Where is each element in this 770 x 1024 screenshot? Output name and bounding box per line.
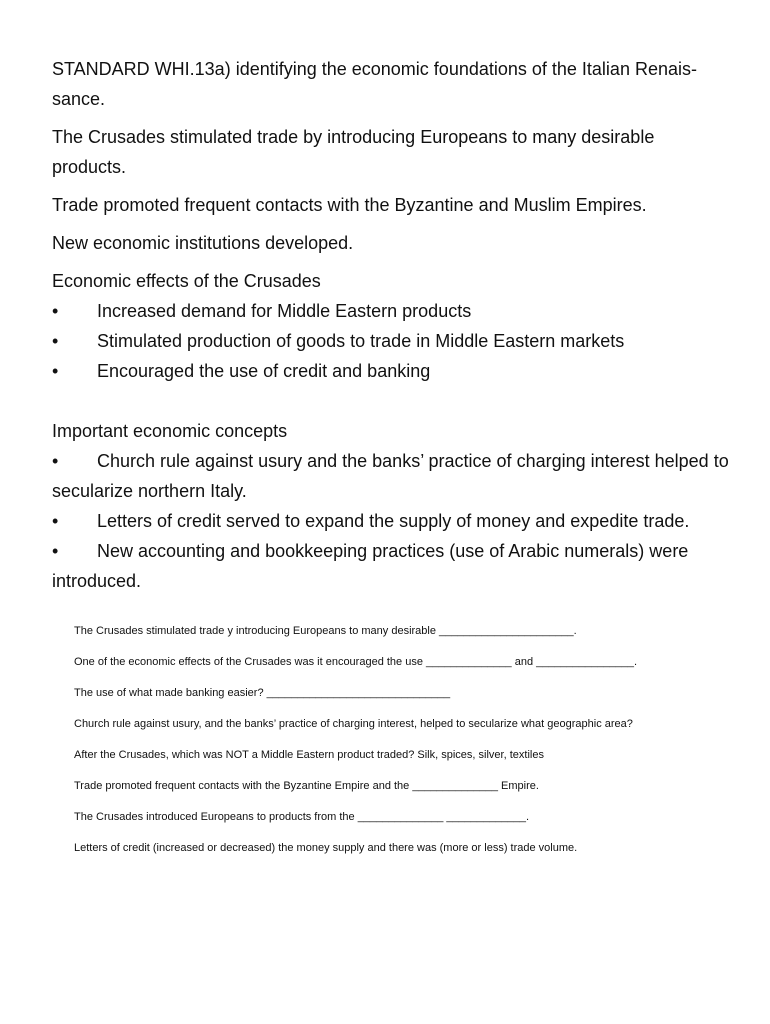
effects-item-text: Encouraged the use of credit and banking: [97, 361, 431, 381]
bullet-marker: •: [52, 451, 59, 471]
effects-list-item: [52, 356, 732, 386]
concepts-section: [52, 416, 732, 596]
bullet-marker: •: [52, 541, 59, 561]
bullet-marker: •: [52, 301, 59, 321]
section-spacer: [52, 386, 732, 416]
effects-item-text: Increased demand for Middle Eastern products: [97, 301, 472, 321]
bullet-marker: •: [52, 511, 59, 531]
question-8: Letters of credit (increased or decreased) the money supply and there was (more or less) trade volume.: [74, 842, 578, 854]
concepts-item-text: Church rule against usury and the banks’ practice of charging interest helped to secularize northern Italy.: [52, 451, 729, 501]
paragraph-institutions: New economic institutions developed.: [52, 233, 354, 253]
effects-section: [52, 266, 732, 386]
standard-heading: STANDARD WHI.13a) identifying the economic foundations of the Italian Renais-sance.: [52, 59, 697, 109]
effects-heading: Economic effects of the Crusades: [52, 271, 321, 291]
question-4: Church rule against usury, and the banks’ practice of charging interest, helped to secularize what geographic area?: [74, 718, 633, 730]
questions-section: [74, 624, 734, 872]
bullet-marker: •: [52, 361, 59, 381]
question-1: The Crusades stimulated trade y introducing Europeans to many desirable ______________________.: [74, 625, 577, 637]
concepts-list-item: [52, 446, 732, 506]
concepts-heading: Important economic concepts: [52, 421, 288, 441]
notes-section: [52, 54, 732, 596]
effects-item-text: Stimulated production of goods to trade in Middle Eastern markets: [97, 331, 625, 351]
concepts-list-item: [52, 536, 732, 596]
paragraph-crusades-trade: The Crusades stimulated trade by introducing Europeans to many desirable products.: [52, 127, 655, 177]
question-2: One of the economic effects of the Crusades was it encouraged the use ______________ and ________________.: [74, 656, 638, 668]
question-7: The Crusades introduced Europeans to products from the ______________ _____________.: [74, 811, 530, 823]
effects-list-item: [52, 296, 732, 326]
bullet-marker: •: [52, 331, 59, 351]
concepts-item-text: New accounting and bookkeeping practices (use of Arabic numerals) were introduced.: [52, 541, 689, 591]
question-3: The use of what made banking easier? ______________________________: [74, 687, 451, 699]
concepts-list-item: [52, 506, 732, 536]
paragraph-trade-contacts: Trade promoted frequent contacts with the Byzantine and Muslim Empires.: [52, 195, 647, 215]
question-6: Trade promoted frequent contacts with the Byzantine Empire and the ______________ Empire.: [74, 780, 539, 792]
concepts-item-text: Letters of credit served to expand the supply of money and expedite trade.: [97, 511, 690, 531]
effects-list-item: [52, 326, 732, 356]
question-5: After the Crusades, which was NOT a Middle Eastern product traded? Silk, spices, silver, textiles: [74, 749, 544, 761]
